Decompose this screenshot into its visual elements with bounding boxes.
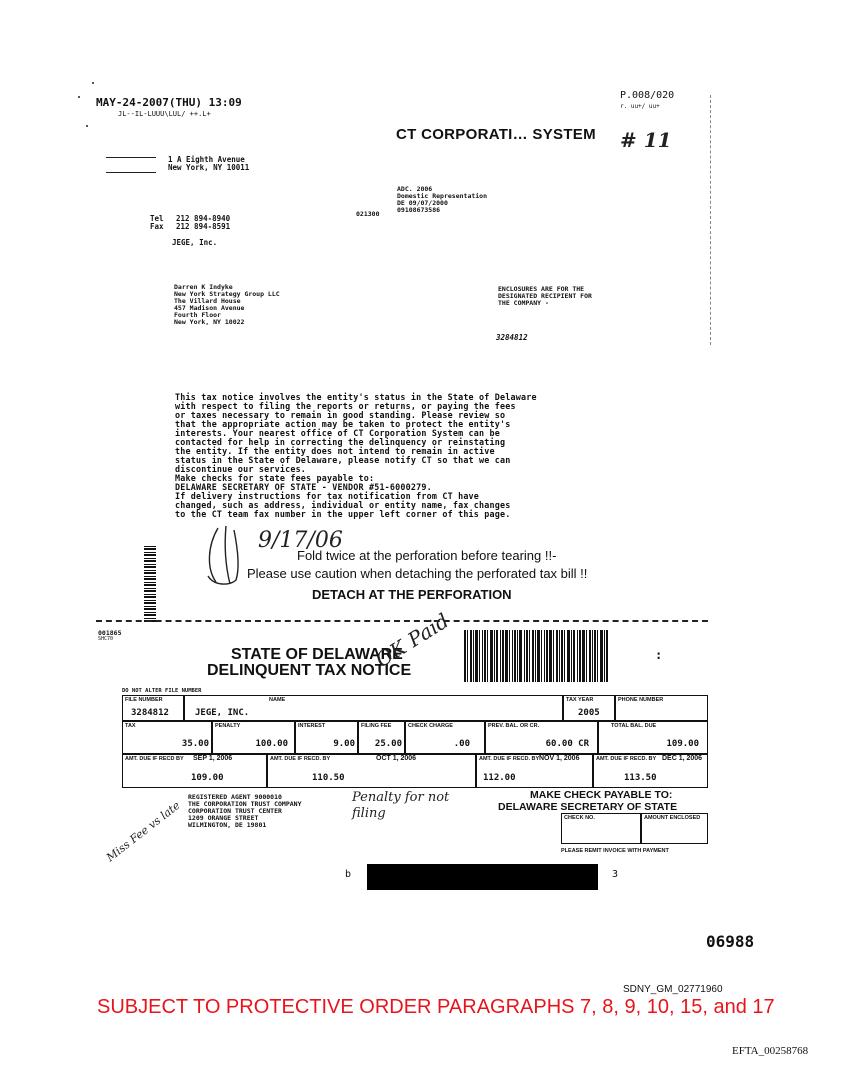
bates-number: SDNY_GM_02771960 [623, 984, 723, 995]
ct-address-line1: 1 A Eighth Avenue [168, 155, 245, 164]
name-value: JEGE, INC. [195, 708, 250, 718]
due2-cell [267, 754, 476, 788]
due2-date: OCT 1, 2006 [376, 755, 417, 762]
interest-cell [295, 721, 358, 754]
total-cell [598, 721, 708, 754]
agent-line4: 1209 ORANGE STREET [188, 814, 259, 822]
interest-value: 9.00 [333, 739, 355, 749]
fax-garbled-right: r. uu+/ uu+ [620, 103, 660, 110]
efta-number: EFTA_00258768 [732, 1045, 809, 1057]
notice-line-8: status in the State of Delaware, please notify CT so that we can [175, 455, 511, 465]
stamp-number: 06988 [706, 932, 755, 951]
vertical-barcode [144, 546, 156, 622]
recipient-line4: 457 Madison Avenue [174, 304, 245, 312]
agent-line5: WILMINGTON, DE 19801 [188, 821, 267, 829]
payable-line1: MAKE CHECK PAYABLE TO: [530, 789, 673, 801]
account-line3: DE 09/07/2000 [397, 199, 448, 207]
recipient-line1: Darren K Indyke [174, 283, 233, 291]
account-ref: 021300 [356, 210, 380, 218]
total-value: 109.00 [666, 739, 699, 749]
handwritten-initials: # 11 [620, 128, 672, 152]
enclosures-line2: DESIGNATED RECIPIENT FOR [498, 292, 592, 300]
agent-line1: REGISTERED AGENT 9000010 [188, 793, 282, 801]
due3-amount: 112.00 [483, 773, 516, 783]
margin-line [710, 95, 712, 345]
due1-amount: 109.00 [191, 773, 224, 783]
remit-note: PLEASE REMIT INVOICE WITH PAYMENT [561, 848, 669, 854]
enclosures-line1: ENCLOSURES ARE FOR THE [498, 285, 585, 293]
enclosures-code: 3284812 [496, 333, 528, 342]
notice-line-13: changed, such as address, individual or entity name, fax changes [175, 500, 511, 510]
stub-code: 001865 [98, 629, 122, 637]
due4-label: AMT. DUE IF RECD. BY [596, 756, 657, 762]
check-charge-label: CHECK CHARGE [408, 723, 453, 729]
entity-line: JEGE, Inc. [172, 238, 218, 247]
notice-line-7: the entity. If the entity does not intend to remain in active [175, 446, 495, 456]
speck [86, 125, 88, 127]
due2-amount: 110.50 [312, 773, 345, 783]
recipient-line2: New York Strategy Group LLC [174, 290, 280, 298]
do-not-alter-label: DO NOT ALTER FILE NUMBER [122, 688, 202, 694]
check-charge-value: .00 [453, 739, 470, 749]
total-label: TOTAL BAL. DUE [611, 723, 657, 729]
notice-line-2: with respect to filing the reports or returns, or paying the fees [175, 401, 516, 411]
check-no-cell[interactable] [561, 813, 641, 844]
notice-line-10: Make checks for state fees payable to: [175, 473, 375, 483]
recipient-line6: New York, NY 10022 [174, 318, 245, 326]
filing-fee-label: FILING FEE [361, 723, 392, 729]
notice-barcode [464, 630, 638, 682]
tax-label: TAX [125, 723, 136, 729]
stub-code2: SHC70 [98, 636, 114, 642]
tax-value: 35.00 [181, 739, 209, 749]
redaction-box [367, 864, 598, 890]
due1-label: AMT. DUE IF RECD BY [125, 756, 184, 762]
notice-title-line2: DELINQUENT TAX NOTICE [207, 662, 412, 679]
notice-title-line1: STATE OF DELAWARE [231, 646, 403, 663]
due1-cell [122, 754, 267, 788]
penalty-cell [212, 721, 295, 754]
due3-label: AMT. DUE IF RECD. BY [479, 756, 540, 762]
speck [92, 82, 94, 84]
filing-fee-cell [358, 721, 405, 754]
due3-cell [476, 754, 593, 788]
name-cell [184, 695, 563, 721]
fax-number: 212 894-8591 [176, 222, 231, 231]
handwritten-margin-note: Miss Fee vs late [104, 798, 183, 865]
notice-line-11: DELAWARE SECRETARY OF STATE - VENDOR #51-6000279. [175, 482, 432, 492]
due2-label: AMT. DUE IF RECD. BY [270, 756, 331, 762]
file-number-value: 3284812 [131, 708, 169, 718]
divider [106, 157, 156, 158]
file-number-label: FILE NUMBER [125, 697, 163, 703]
interest-label: INTEREST [298, 723, 326, 729]
tax-year-label: TAX YEAR [566, 697, 594, 703]
file-number-cell [122, 695, 184, 721]
notice-line-6: contacted for help in correcting the delinquency or reinstating [175, 437, 506, 447]
due4-amount: 113.50 [624, 773, 657, 783]
footer-mark-b: b [345, 869, 352, 880]
notice-line-3: or taxes necessary to remain in good standing. Please review so [175, 410, 506, 420]
payable-line2: DELAWARE SECRETARY OF STATE [498, 801, 678, 813]
detach-instruction: DETACH AT THE PERFORATION [312, 587, 512, 602]
colon-mark: : [655, 648, 663, 662]
company-logo: CT CORPORATI… SYSTEM [396, 126, 596, 143]
recipient-line5: Fourth Floor [174, 311, 221, 319]
account-line2: Domestic Representation [397, 192, 488, 200]
fax-label: Fax [150, 222, 164, 231]
prev-bal-label: PREV. BAL. OR CR. [488, 723, 540, 729]
amount-enclosed-cell[interactable] [641, 813, 708, 844]
penalty-label: PENALTY [215, 723, 241, 729]
tax-cell [122, 721, 212, 754]
notice-line-4: that the appropriate action may be taken to protect the entity's [175, 419, 511, 429]
fax-garbled-line: JL--IL-LUUU\LUL/ ++.L+ [118, 110, 211, 118]
filing-fee-value: 25.00 [374, 739, 402, 749]
speck [78, 96, 80, 98]
handwritten-note1: Penalty for not [352, 790, 450, 805]
protective-order-notice: SUBJECT TO PROTECTIVE ORDER PARAGRAPHS 7, 8, 9, 10, 15, and 17 [97, 996, 775, 1018]
prev-bal-value: 60.00 CR [545, 739, 589, 749]
account-line1: ADC. 2006 [397, 185, 433, 193]
handwritten-note2: filing [352, 806, 386, 821]
tel-label: Tel [150, 214, 164, 223]
divider [106, 172, 156, 173]
notice-line-14: to the CT team fax number in the upper left corner of this page. [175, 509, 511, 519]
caution-instruction: Please use caution when detaching the perforated tax bill !! [247, 566, 588, 581]
handwritten-date: 9/17/06 [258, 528, 343, 553]
phone-label: PHONE NUMBER [618, 697, 664, 703]
recipient-line3: The Villard House [174, 297, 241, 305]
due4-cell [593, 754, 708, 788]
check-no-label: CHECK NO. [564, 815, 595, 821]
notice-line-1: This tax notice involves the entity's status in the State of Delaware [175, 392, 537, 402]
handwritten-ok-paid: OK Paid [371, 608, 454, 672]
notice-line-12: If delivery instructions for tax notification from CT have [175, 491, 480, 501]
fax-page-number: P.008/020 [620, 90, 675, 101]
fold-instruction: Fold twice at the perforation before tearing !!- [297, 548, 557, 563]
check-charge-cell [405, 721, 485, 754]
fax-datetime: MAY-24-2007(THU) 13:09 [96, 96, 242, 109]
phone-cell [615, 695, 708, 721]
due1-date: SEP 1, 2006 [193, 755, 233, 762]
notice-line-5: interests. Your nearest office of CT Corporation System can be [175, 428, 501, 438]
due3-date: NOV 1, 2006 [539, 755, 580, 762]
ct-address-line2: New York, NY 10011 [168, 163, 250, 172]
amount-enclosed-label: AMOUNT ENCLOSED [644, 815, 701, 821]
prev-bal-cell [485, 721, 598, 754]
notice-line-9: discontinue our services. [175, 464, 307, 474]
tax-year-cell [563, 695, 615, 721]
enclosures-line3: THE COMPANY - [498, 299, 549, 307]
footer-mark-3: 3 [612, 869, 619, 880]
tax-year-value: 2005 [578, 708, 600, 718]
due4-date: DEC 1, 2006 [662, 755, 703, 762]
tel-number: 212 894-8940 [176, 214, 231, 223]
agent-line2: THE CORPORATION TRUST COMPANY [188, 800, 302, 808]
account-line4: 09108673586 [397, 206, 441, 214]
name-label: NAME [269, 697, 286, 703]
perforation-line [96, 620, 708, 622]
agent-line3: CORPORATION TRUST CENTER [188, 807, 282, 815]
penalty-value: 100.00 [255, 739, 288, 749]
